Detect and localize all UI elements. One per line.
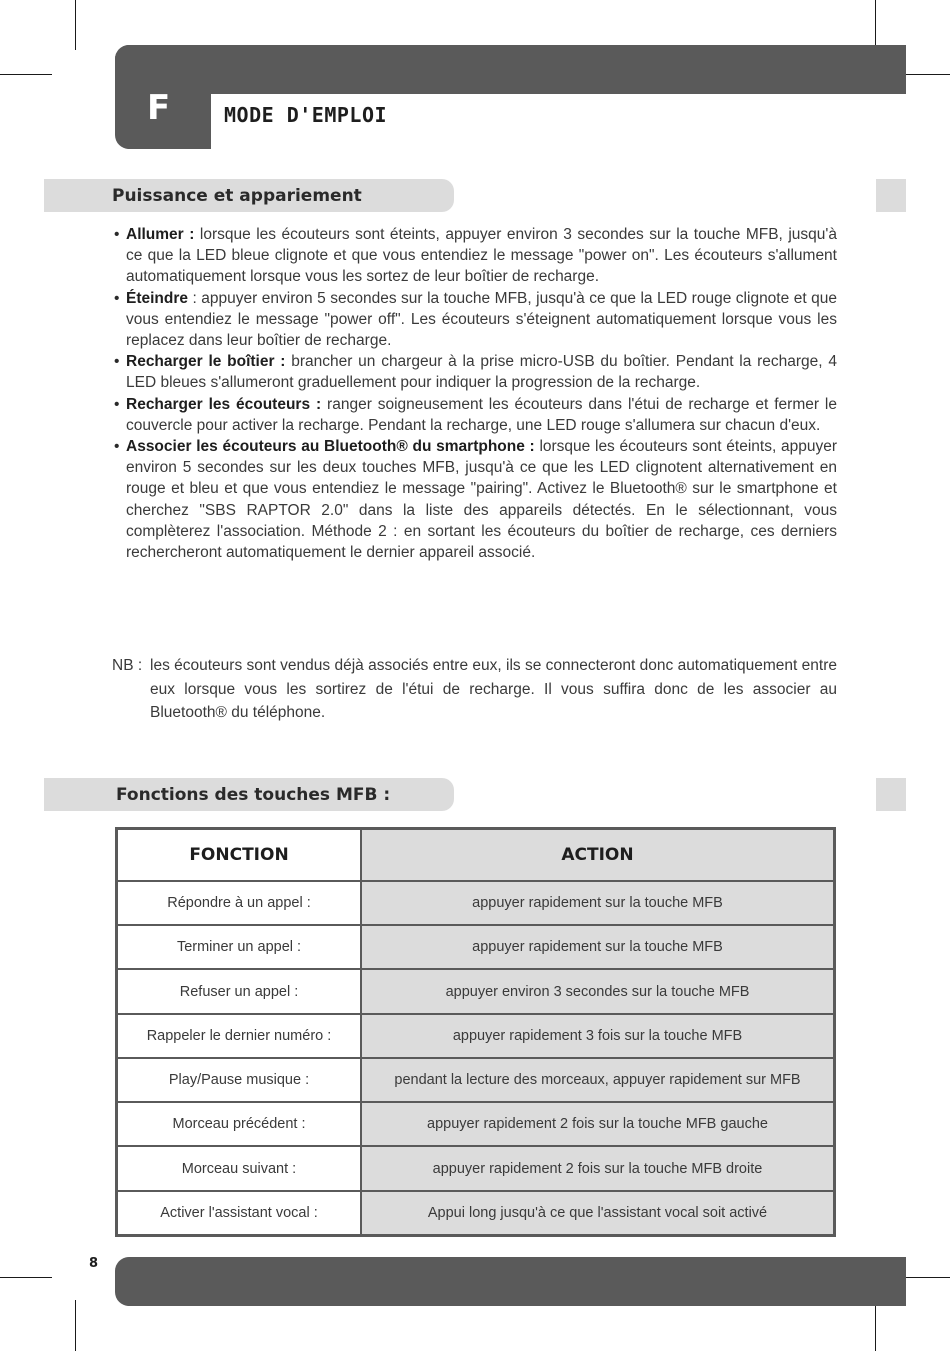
crop-mark (0, 1277, 52, 1278)
item-label: Recharger le boîtier : (126, 353, 286, 371)
note-block (112, 654, 837, 725)
table-header-row (117, 829, 835, 882)
list-item (112, 436, 837, 563)
function-cell: Play/Pause musique : (117, 1058, 362, 1102)
function-cell: Terminer un appel : (117, 925, 362, 969)
page-title: MODE D'EMPLOI (224, 103, 388, 127)
crop-mark (75, 1300, 76, 1351)
list-item (112, 394, 837, 436)
column-header-fonction: FONCTION (117, 829, 362, 882)
footer-bar (115, 1257, 906, 1306)
header-bar (115, 45, 906, 94)
item-label: Associer les écouteurs au Bluetooth® du smartphone : (126, 438, 535, 456)
function-cell: Morceau suivant : (117, 1146, 362, 1190)
instructions-list (112, 224, 837, 563)
note-label: NB : (112, 657, 143, 674)
action-cell: appuyer rapidement 2 fois sur la touche MFB gauche (361, 1102, 835, 1146)
page-number: 8 (89, 1256, 99, 1271)
language-letter: F (147, 88, 171, 128)
section-title: Fonctions des touches MFB : (116, 785, 391, 805)
list-item (112, 288, 837, 352)
crop-mark (75, 0, 76, 50)
action-cell: appuyer environ 3 secondes sur la touche MFB (361, 969, 835, 1013)
list-item (112, 351, 837, 393)
table-row (117, 1058, 835, 1102)
side-marker (876, 179, 906, 212)
list-item (112, 224, 837, 288)
action-cell: appuyer rapidement 3 fois sur la touche MFB (361, 1014, 835, 1058)
table-row (117, 881, 835, 925)
action-cell: Appui long jusqu'à ce que l'assistant vocal soit activé (361, 1191, 835, 1236)
item-text: lorsque les écouteurs sont éteints, appuyer environ 3 secondes sur la touche MFB, jusqu'à ce que la LED bleue clignote et que vous entendiez le message "power on". Les écouteurs s'allument automatiquement lorsque vous les sortez de leur boîtier de recharge. (126, 226, 837, 286)
table-row (117, 1191, 835, 1236)
item-text: brancher un chargeur à la prise micro-USB du boîtier. Pendant la recharge, 4 LED bleues s'allumeront graduellement pour indiquer la progression de la recharge. (126, 353, 837, 392)
table-row (117, 969, 835, 1013)
table-row (117, 1102, 835, 1146)
function-cell: Rappeler le dernier numéro : (117, 1014, 362, 1058)
function-cell: Répondre à un appel : (117, 881, 362, 925)
item-label: Allumer : (126, 226, 195, 243)
action-cell: pendant la lecture des morceaux, appuyer rapidement sur MFB (361, 1058, 835, 1102)
table-row (117, 1014, 835, 1058)
crop-mark (875, 0, 876, 50)
mfb-functions-table (115, 827, 836, 1237)
item-text: ranger soigneusement les écouteurs dans l'étui de recharge et fermer le couvercle pour activer la recharge. Pendant la recharge, une LED rouge s'allumera sur chacun d'eux. (126, 395, 837, 434)
item-text: lorsque les écouteurs sont éteints, appuyer environ 5 secondes sur les deux touches MFB, jusqu'à ce que les LED clignotent alternativement en rouge et bleu et que vous entendiez le message "pairing". Activez le Bluetooth® sur le smartphone et cherchez "SBS RAPTOR 2.0" dans la liste des appareils détectés. En le sélectionnant, vous complèterez l'association. Méthode 2 : en sortant les écouteurs du boîtier de recharge, ces derniers rechercheront automatiquement le dernier appareil associé. (126, 438, 838, 562)
crop-mark (0, 74, 52, 75)
item-label: Recharger les écouteurs : (126, 395, 322, 413)
action-cell: appuyer rapidement sur la touche MFB (361, 881, 835, 925)
action-cell: appuyer rapidement sur la touche MFB (361, 925, 835, 969)
table-row (117, 925, 835, 969)
function-cell: Refuser un appel : (117, 969, 362, 1013)
crop-mark (875, 1300, 876, 1351)
action-cell: appuyer rapidement 2 fois sur la touche MFB droite (361, 1146, 835, 1190)
item-text: : appuyer environ 5 secondes sur la touche MFB, jusqu'à ce que la LED rouge clignote et que vous entendiez le message "power off". Les écouteurs s'éteignent automatiquement lorsque vous les replacez dans leur boîtier de recharge. (126, 289, 837, 350)
table-row (117, 1146, 835, 1190)
function-cell: Activer l'assistant vocal : (117, 1191, 362, 1236)
side-marker (876, 778, 906, 811)
column-header-action: ACTION (361, 829, 835, 882)
section-banner-mfb (44, 778, 454, 811)
function-cell: Morceau précédent : (117, 1102, 362, 1146)
section-banner-power (44, 179, 454, 212)
item-label: Éteindre (126, 289, 189, 307)
note-text: les écouteurs sont vendus déjà associés entre eux, ils se connecteront donc automatiquement entre eux lorsque vous les sortirez de l'étui de recharge. Il vous suffira donc de les associer au Bluetooth® du téléphone. (150, 657, 837, 721)
section-title: Puissance et appariement (112, 186, 362, 206)
